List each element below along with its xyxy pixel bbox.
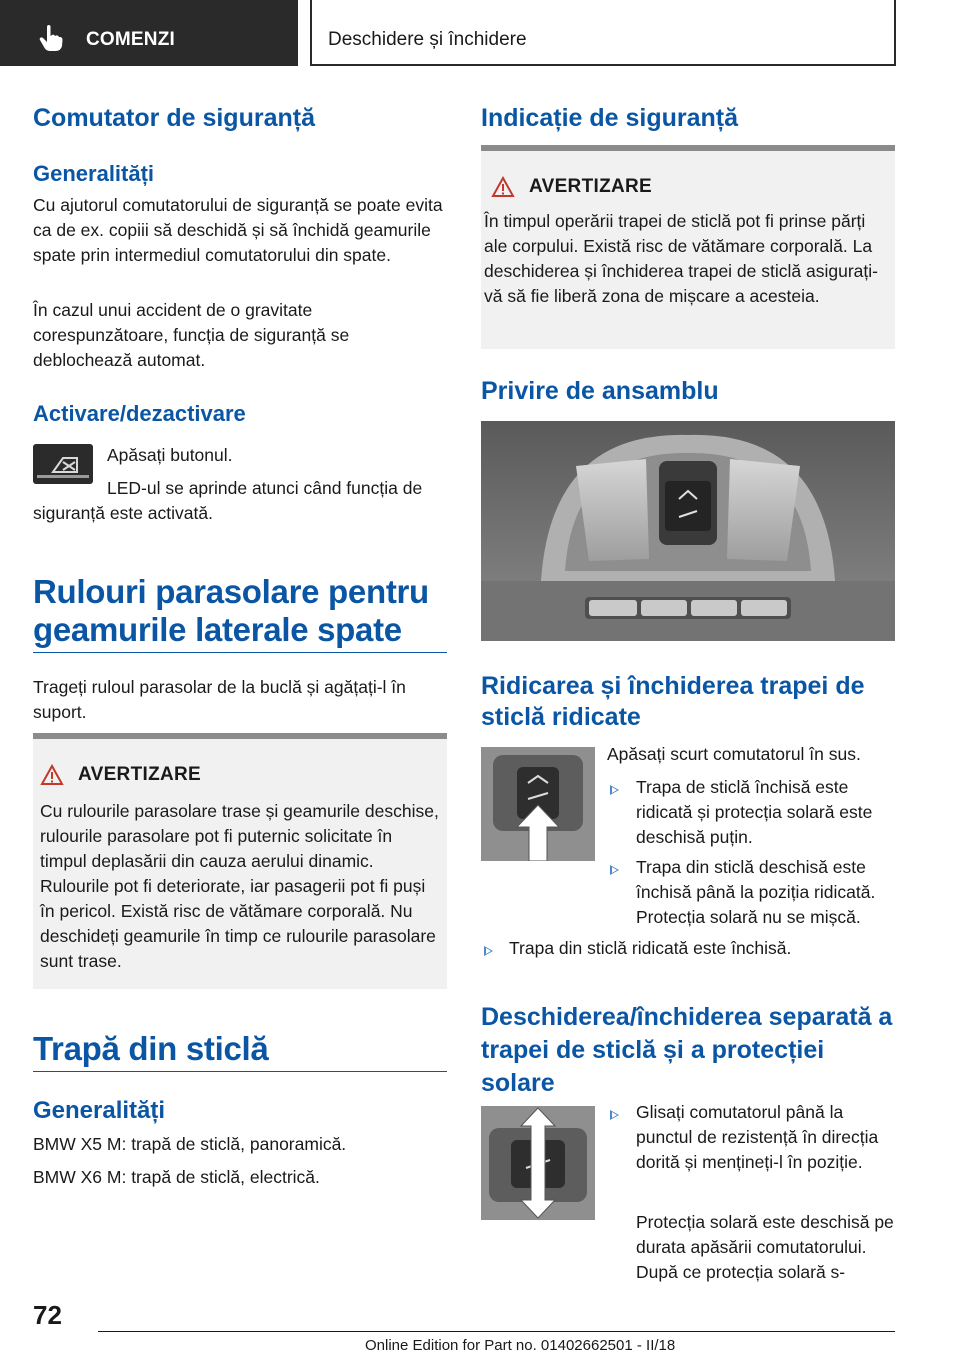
- warning-box: [481, 145, 895, 349]
- chapter-tab[interactable]: [0, 0, 298, 66]
- warning-text: În timpul operării trapei de sticlă pot fi prinse părți ale corpului. Există risc de vătămare corporală. La deschiderea și închiderea trapei de sticlă asigurați-vă să fie liberă zona de mișcare a acesteia.: [484, 211, 878, 306]
- warning-label: AVERTIZARE: [78, 764, 201, 785]
- paragraph: Trageți ruloul parasolar de la buclă și agățați-l în suport.: [33, 677, 406, 722]
- subsection-title: Generalități: [33, 161, 155, 186]
- bullet-text: Glisați comutatorul până la punctul de rezistență în direcția dorită și mențineți-l în poziție.: [636, 1102, 879, 1172]
- page-number: 72: [33, 1300, 62, 1330]
- bullet-triangle-icon: [610, 865, 619, 875]
- warning-triangle-icon: [40, 764, 64, 786]
- paragraph: Apăsați scurt comutatorul în sus.: [607, 744, 861, 764]
- heading-rule: [33, 652, 447, 653]
- bullet-triangle-icon: [610, 785, 619, 795]
- paragraph: Protecția solară este deschisă pe durata apăsării comutatorului. După ce protecția solară s-: [636, 1212, 894, 1282]
- section-title: Deschiderea/închiderea separată a trapei de sticlă și a protecției solare: [481, 1003, 893, 1097]
- paragraph: BMW X5 M: trapă de sticlă, panoramică.: [33, 1134, 347, 1154]
- footer-rule: [98, 1331, 895, 1332]
- chapter-label: COMENZI: [86, 29, 176, 50]
- subsection-title: Activare/dezactivare: [33, 401, 246, 426]
- section-tab[interactable]: [310, 0, 896, 66]
- section-title: Privire de ansamblu: [481, 377, 719, 405]
- paragraph: Cu ajutorul comutatorului de siguranță se poate evita ca de ex. copiii să deschidă și să închidă geamurile spate prin intermediul comutatorului din spate.: [33, 195, 443, 265]
- warning-box: [33, 733, 447, 989]
- warning-triangle-icon: [491, 176, 515, 198]
- section-title: Ridicarea și închiderea trapei de sticlă ridicate: [481, 672, 865, 731]
- paragraph: În cazul unui accident de o gravitate corespunzătoare, funcția de siguranță se deblochează automat.: [33, 300, 350, 370]
- paragraph: Apăsați butonul.: [107, 445, 233, 465]
- section-label: Deschidere și închidere: [328, 29, 527, 50]
- warning-label: AVERTIZARE: [529, 176, 652, 197]
- bullet-text: Trapa din sticlă deschisă este închisă până la poziția ridicată. Protecția solară nu se mișcă.: [636, 857, 876, 927]
- section-title: Comutator de siguranță: [33, 104, 315, 132]
- bullet-text: Trapa de sticlă închisă este ridicată și protecția solară este deschisă puțin.: [636, 777, 873, 847]
- section-title: Indicație de siguranță: [481, 104, 739, 132]
- warning-heading: [491, 176, 652, 198]
- heading-rule: [33, 1071, 447, 1072]
- paragraph: LED-ul se aprinde atunci când funcția de siguranță este activată.: [33, 478, 423, 523]
- page-header: [0, 0, 960, 66]
- paragraph: BMW X6 M: trapă de sticlă, electrică.: [33, 1167, 320, 1187]
- bullet-text: Trapa din sticlă ridicată este închisă.: [509, 938, 792, 958]
- switch-slide-image: [481, 1106, 595, 1220]
- overhead-control-panel-image: [481, 421, 895, 641]
- bullet-triangle-icon: [610, 1110, 619, 1120]
- chapter-heading: Trapă din sticlă: [33, 1030, 269, 1067]
- switch-push-up-image: [481, 747, 595, 861]
- footer-edition: Online Edition for Part no. 01402662501 - II/18: [365, 1337, 676, 1354]
- bullet-triangle-icon: [484, 946, 493, 956]
- chapter-heading: Rulouri parasolare pentru geamurile laterale spate: [33, 573, 429, 648]
- warning-text: Cu rulourile parasolare trase și geamurile deschise, rulourile parasolare pot fi puternic solicitate în timpul deplasării din cauza aerului dinamic. Rulourile pot fi deteriorate, iar pasagerii pot fi puși în pericol. Există risc de vătămare corporală. Nu deschideți geamurile în timp ce rulourile parasolare sunt trase.: [40, 801, 439, 971]
- subsection-title: Generalități: [33, 1097, 166, 1124]
- hand-pointer-icon: [38, 24, 64, 52]
- warning-heading: [40, 764, 201, 786]
